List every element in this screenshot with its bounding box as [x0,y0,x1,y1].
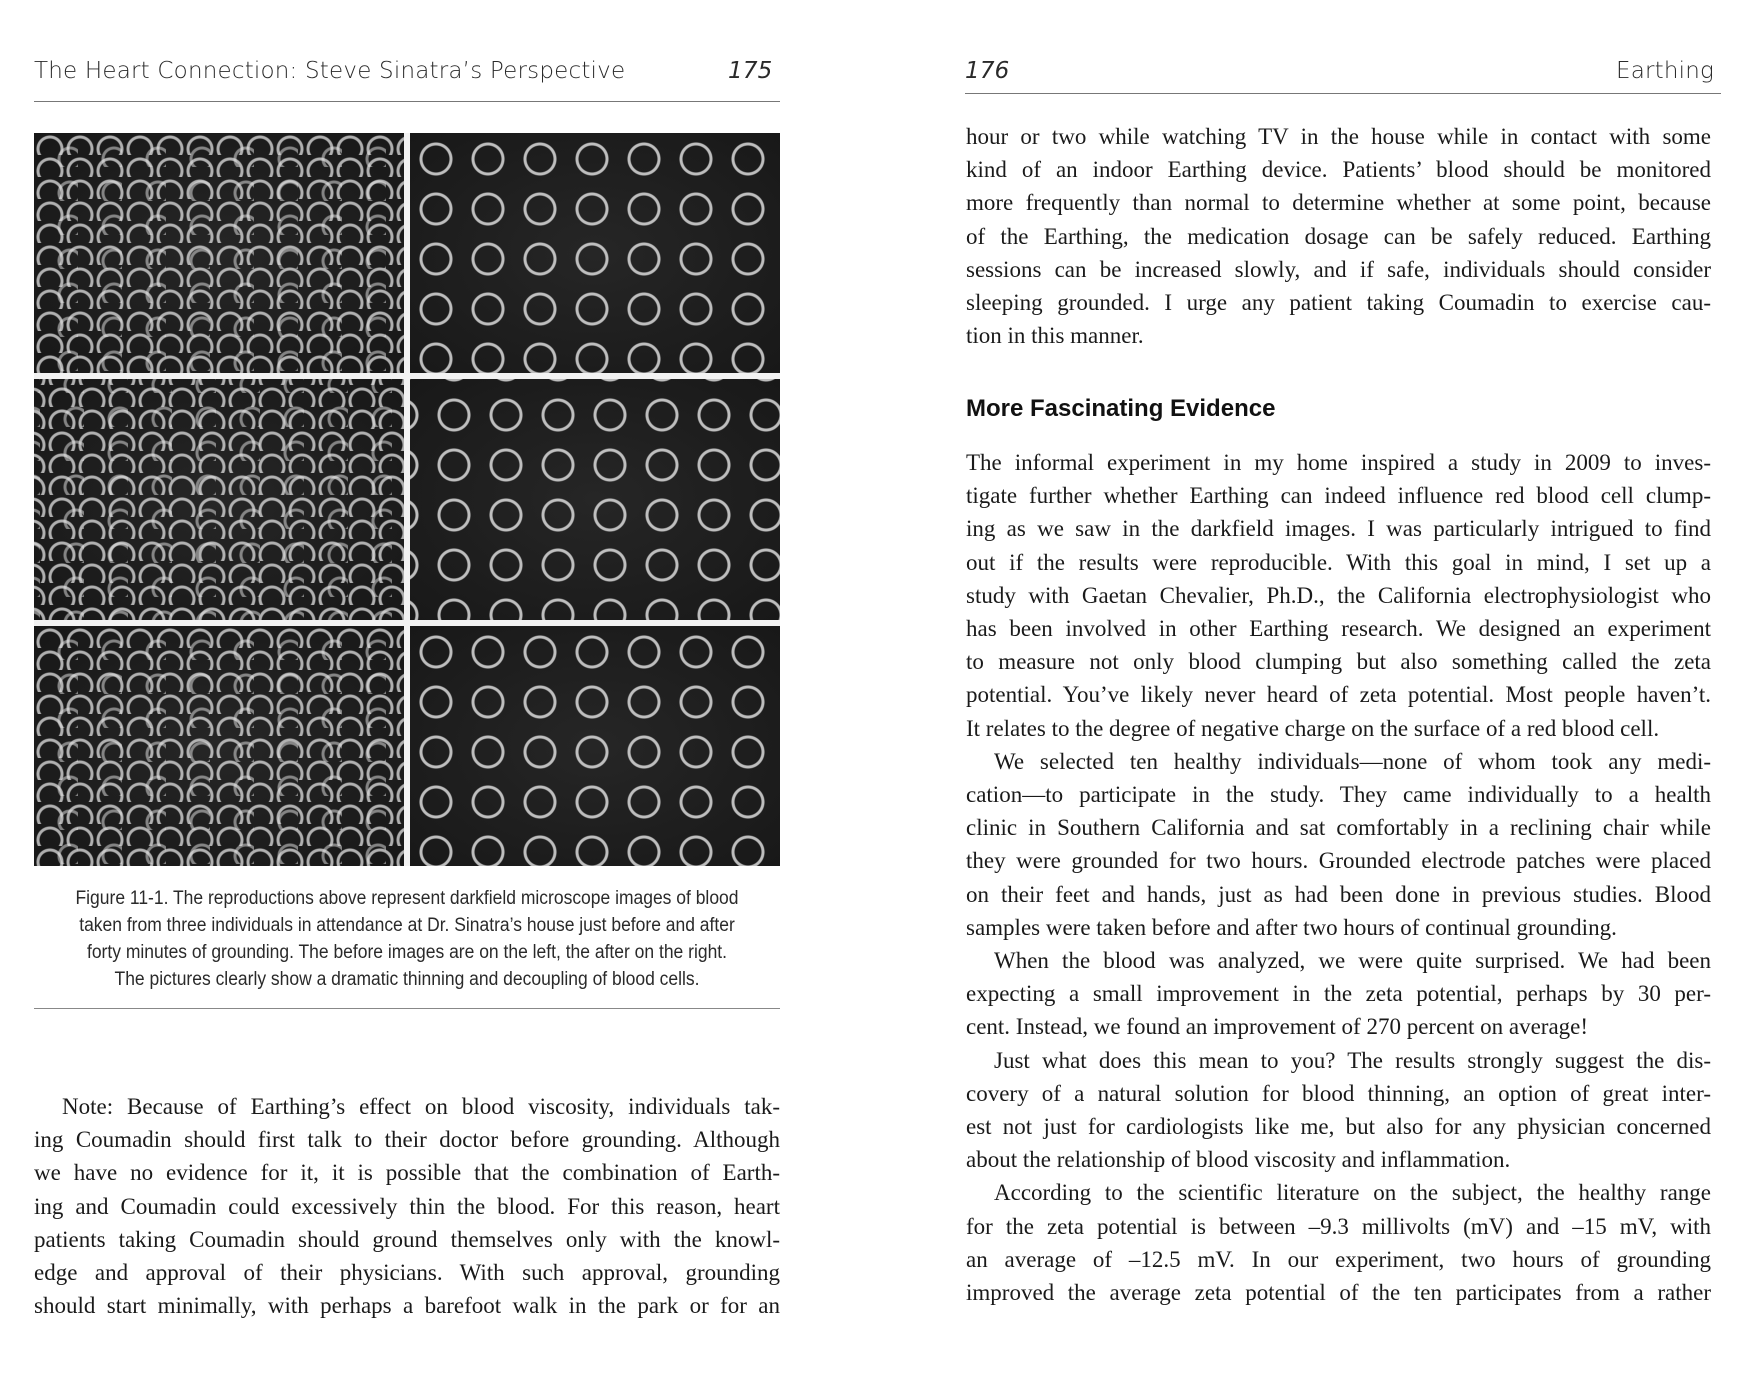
text-line: samples were taken before and after two hours of continual grounding. [966,914,1617,940]
page-number: 176 [965,58,1010,84]
running-head-title: Earthing [1616,58,1715,84]
text-line: When the blood was analyzed, we were quite surprised. We had been [994,948,1711,974]
text-line: ing and Coumadin could excessively thin the blood. For this reason, heart [34,1193,780,1219]
text-line: potential. You’ve likely never heard of zeta potential. Most people haven’t. [966,682,1711,708]
caption-line: Figure 11-1. The reproductions above represent darkfield microscope images of blood [75,888,739,909]
figure-panel-before-3 [34,626,404,866]
text-line: to measure not only blood clumping but also something called the zeta [966,649,1711,675]
text-line: The informal experiment in my home inspired a study in 2009 to inves- [966,450,1711,475]
text-line: ing as we saw in the darkfield images. I was particularly intrigued to find [966,516,1711,542]
text-line: patients taking Coumadin should ground themselves only with the knowl- [34,1226,780,1252]
text-line: should start minimally, with perhaps a barefoot walk in the park or for an [34,1293,780,1319]
text-line: sleeping grounded. I urge any patient taking Coumadin to exercise cau- [966,290,1711,316]
text-line: of the Earthing, the medication dosage can be safely reduced. Earthing [966,223,1711,249]
text-line: covery of a natural solution for blood thinning, an option of great inter- [966,1080,1711,1106]
text-line: for the zeta potential is between –9.3 millivolts (mV) and –15 mV, with [966,1213,1711,1239]
text-line: expecting a small improvement in the zeta potential, perhaps by 30 per- [966,981,1711,1007]
figure-caption [64,885,750,993]
text-line: edge and approval of their physicians. With such approval, grounding [34,1260,780,1286]
caption-rule [34,1008,780,1009]
text-line: hour or two while watching TV in the house while in contact with some [966,124,1711,149]
header-rule [34,101,780,102]
text-line: an average of –12.5 mV. In our experiment, two hours of grounding [966,1246,1711,1272]
page-number: 175 [728,58,773,84]
caption-line: forty minutes of grounding. The before images are on the left, the after on the right. [86,942,728,963]
text-line: improved the average zeta potential of the ten participates from a rather [966,1280,1711,1306]
text-line: ing Coumadin should first talk to their doctor before grounding. Although [34,1127,780,1153]
text-line: est not just for cardiologists like me, but also for any physician concerned [966,1114,1711,1140]
text-line: It relates to the degree of negative charge on the surface of a red blood cell. [966,715,1660,741]
text-line: Just what does this mean to you? The results strongly suggest the dis- [994,1047,1711,1073]
text-line: tion in this manner. [966,323,1144,349]
text-line: clinic in Southern California and sat comfortably in a reclining chair while [966,815,1711,841]
text-line: out if the results were reproducible. With this goal in mind, I set up a [966,549,1711,575]
text-line: they were grounded for two hours. Grounded electrode patches were placed [966,848,1711,874]
figure-panel-before-2 [34,379,404,619]
header-rule [965,93,1721,94]
figure-panel-after-2 [410,379,780,619]
figure-11-1 [34,133,780,866]
text-line: cent. Instead, we found an improvement of 270 percent on average! [966,1014,1589,1040]
caption-line: taken from three individuals in attendance at Dr. Sinatra’s house just before and after [79,915,735,936]
text-line: has been involved in other Earthing research. We designed an experiment [966,616,1711,642]
text-line: Note: Because of Earthing’s effect on blood viscosity, individuals tak- [62,1094,780,1119]
text-line: tigate further whether Earthing can indeed influence red blood cell clump- [966,483,1711,509]
text-line: more frequently than normal to determine whether at some point, because [966,190,1711,216]
text-line: about the relationship of blood viscosity and inflammation. [966,1147,1511,1173]
note-paragraph [34,1090,780,1322]
text-line: According to the scientific literature on the subject, the healthy range [994,1180,1711,1206]
body-paragraphs [966,446,1711,1309]
text-line: study with Gaetan Chevalier, Ph.D., the California electrophysiologist who [966,582,1711,608]
paragraph-continued [966,120,1711,352]
running-head-title: The Heart Connection: Steve Sinatra’s Perspective [34,58,626,84]
text-line: on their feet and hands, just as had been done in previous studies. Blood [966,881,1711,907]
text-line: kind of an indoor Earthing device. Patients’ blood should be monitored [966,157,1711,183]
figure-panel-before-1 [34,133,404,373]
section-heading: More Fascinating Evidence [966,395,1276,422]
text-line: we have no evidence for it, it is possible that the combination of Earth- [34,1160,780,1186]
caption-line: The pictures clearly show a dramatic thinning and decoupling of blood cells. [114,969,700,990]
text-line: cation—to participate in the study. They came individually to a health [966,782,1711,808]
figure-panel-after-3 [410,626,780,866]
figure-panel-after-1 [410,133,780,373]
text-line: We selected ten healthy individuals—none of whom took any medi- [994,748,1711,774]
text-line: sessions can be increased slowly, and if safe, individuals should consider [966,256,1711,282]
